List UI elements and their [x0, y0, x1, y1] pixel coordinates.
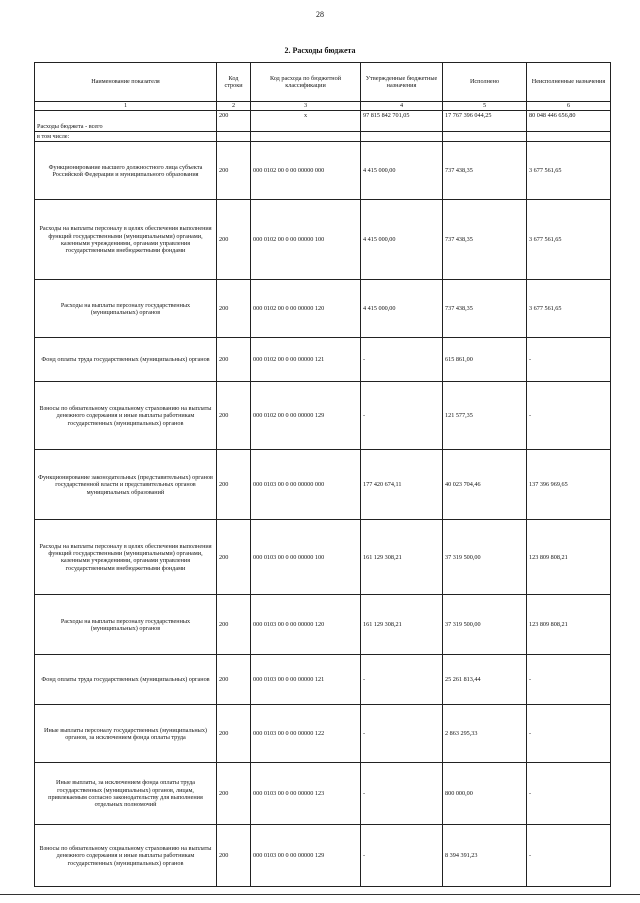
row-executed: 615 861,00 [443, 338, 527, 382]
row-executed [443, 132, 527, 142]
row-budget-code: 000 0102 00 0 00 00000 121 [251, 338, 361, 382]
row-approved [361, 132, 443, 142]
row-name: Расходы на выплаты персоналу государственных (муниципальных) органов [35, 595, 217, 655]
row-budget-code: 000 0103 00 0 00 00000 120 [251, 595, 361, 655]
table-row [35, 450, 611, 520]
row-approved: 161 129 308,21 [361, 595, 443, 655]
row-approved: - [361, 338, 443, 382]
column-number-row [35, 102, 611, 111]
row-executed: 8 394 391,23 [443, 825, 527, 887]
row-unexecuted: 123 809 808,21 [527, 520, 611, 595]
row-approved: - [361, 825, 443, 887]
row-budget-code: x [251, 111, 361, 132]
column-number: 1 [35, 102, 217, 111]
page-number: 28 [316, 10, 324, 19]
row-line-code: 200 [217, 450, 251, 520]
row-line-code [217, 132, 251, 142]
row-budget-code [251, 132, 361, 142]
row-name: в том числе: [35, 132, 217, 142]
row-budget-code: 000 0103 00 0 00 00000 000 [251, 450, 361, 520]
row-approved: 4 415 000,00 [361, 200, 443, 280]
row-executed: 800 000,00 [443, 763, 527, 825]
row-unexecuted: - [527, 705, 611, 763]
row-line-code: 200 [217, 520, 251, 595]
row-executed: 2 863 295,33 [443, 705, 527, 763]
table-row [35, 200, 611, 280]
table-row [35, 280, 611, 338]
row-approved: 177 420 674,11 [361, 450, 443, 520]
row-unexecuted: 80 048 446 656,80 [527, 111, 611, 132]
row-line-code: 200 [217, 655, 251, 705]
row-approved: - [361, 655, 443, 705]
row-executed: 25 261 813,44 [443, 655, 527, 705]
header-approved: Утвержденные бюджетные назначения [361, 63, 443, 102]
row-line-code: 200 [217, 338, 251, 382]
row-approved: 97 815 842 701,05 [361, 111, 443, 132]
row-line-code: 200 [217, 705, 251, 763]
row-line-code: 200 [217, 763, 251, 825]
row-name: Взносы по обязательному социальному страхованию на выплаты денежного содержания и иные выплаты работникам государственных (муниципальных) органов [35, 382, 217, 450]
row-line-code: 200 [217, 142, 251, 200]
table-row [35, 595, 611, 655]
row-unexecuted: - [527, 382, 611, 450]
row-budget-code: 000 0103 00 0 00 00000 122 [251, 705, 361, 763]
row-executed: 737 438,35 [443, 200, 527, 280]
row-name: Иные выплаты персоналу государственных (муниципальных) органов, за исключением фонда оплаты труда [35, 705, 217, 763]
row-line-code: 200 [217, 111, 251, 132]
row-approved: - [361, 763, 443, 825]
row-approved: 4 415 000,00 [361, 142, 443, 200]
header-name: Наименование показателя [35, 63, 217, 102]
row-name: Фонд оплаты труда государственных (муниципальных) органов [35, 655, 217, 705]
row-unexecuted: - [527, 338, 611, 382]
table-row [35, 705, 611, 763]
row-budget-code: 000 0103 00 0 00 00000 121 [251, 655, 361, 705]
section-title: 2. Расходы бюджета [284, 46, 356, 55]
row-name: Расходы на выплаты персоналу государственных (муниципальных) органов [35, 280, 217, 338]
row-line-code: 200 [217, 595, 251, 655]
table-row [35, 520, 611, 595]
row-executed: 40 023 704,46 [443, 450, 527, 520]
row-unexecuted: 3 677 561,65 [527, 280, 611, 338]
row-name: Фонд оплаты труда государственных (муниципальных) органов [35, 338, 217, 382]
column-number: 5 [443, 102, 527, 111]
row-approved: 4 415 000,00 [361, 280, 443, 338]
row-executed: 17 767 396 044,25 [443, 111, 527, 132]
table-row [35, 338, 611, 382]
row-approved: - [361, 382, 443, 450]
column-number: 2 [217, 102, 251, 111]
row-name: Функционирование высшего должностного лица субъекта Российской Федерации и муниципального образования [35, 142, 217, 200]
row-unexecuted: - [527, 655, 611, 705]
row-unexecuted: 3 677 561,65 [527, 200, 611, 280]
row-budget-code: 000 0102 00 0 00 00000 120 [251, 280, 361, 338]
header-executed: Исполнено [443, 63, 527, 102]
table-row [35, 132, 611, 142]
header-budget-code: Код расхода по бюджетной классификации [251, 63, 361, 102]
row-executed: 37 319 500,00 [443, 520, 527, 595]
row-name: Расходы на выплаты персоналу в целях обеспечения выполнения функций государственными (муниципальными) органами, казенными учреждениями, органами управления государственными внебюджетными фондами [35, 200, 217, 280]
header-line-code: Код строки [217, 63, 251, 102]
row-name: Расходы на выплаты персоналу в целях обеспечения выполнения функций государственными (муниципальными) органами, казенными учреждениями, органами управления государственными внебюджетными фондами [35, 520, 217, 595]
page-bottom-divider [0, 894, 640, 895]
row-executed: 737 438,35 [443, 142, 527, 200]
column-number: 3 [251, 102, 361, 111]
table-row [35, 655, 611, 705]
row-executed: 737 438,35 [443, 280, 527, 338]
table-row [35, 763, 611, 825]
row-budget-code: 000 0103 00 0 00 00000 123 [251, 763, 361, 825]
table-row [35, 142, 611, 200]
row-executed: 121 577,35 [443, 382, 527, 450]
row-line-code: 200 [217, 825, 251, 887]
row-approved: - [361, 705, 443, 763]
row-name: Функционирование законодательных (представительных) органов государственной власти и представительных органов муниципальных образований [35, 450, 217, 520]
row-unexecuted: - [527, 763, 611, 825]
row-name: Взносы по обязательному социальному страхованию на выплаты денежного содержания и иные выплаты работникам государственных (муниципальных) органов [35, 825, 217, 887]
row-name: Иные выплаты, за исключением фонда оплаты труда государственных (муниципальных) органов, лицам, привлекаемым согласно законодательству для выполнения отдельных полномочий [35, 763, 217, 825]
row-approved: 161 129 308,21 [361, 520, 443, 595]
header-unexecuted: Неисполненные назначения [527, 63, 611, 102]
row-budget-code: 000 0102 00 0 00 00000 000 [251, 142, 361, 200]
budget-expenses-table [34, 62, 611, 887]
row-name: Расходы бюджета - всего [35, 111, 217, 132]
row-budget-code: 000 0102 00 0 00 00000 100 [251, 200, 361, 280]
row-line-code: 200 [217, 280, 251, 338]
row-budget-code: 000 0103 00 0 00 00000 129 [251, 825, 361, 887]
row-budget-code: 000 0102 00 0 00 00000 129 [251, 382, 361, 450]
column-number: 4 [361, 102, 443, 111]
row-executed: 37 319 500,00 [443, 595, 527, 655]
row-line-code: 200 [217, 382, 251, 450]
row-unexecuted: 137 396 969,65 [527, 450, 611, 520]
row-unexecuted: 3 677 561,65 [527, 142, 611, 200]
row-budget-code: 000 0103 00 0 00 00000 100 [251, 520, 361, 595]
row-unexecuted: - [527, 825, 611, 887]
table-header-row [35, 63, 611, 102]
row-line-code: 200 [217, 200, 251, 280]
table-row [35, 825, 611, 887]
row-unexecuted [527, 132, 611, 142]
column-number: 6 [527, 102, 611, 111]
table-row [35, 382, 611, 450]
table-row [35, 111, 611, 132]
row-unexecuted: 123 809 808,21 [527, 595, 611, 655]
